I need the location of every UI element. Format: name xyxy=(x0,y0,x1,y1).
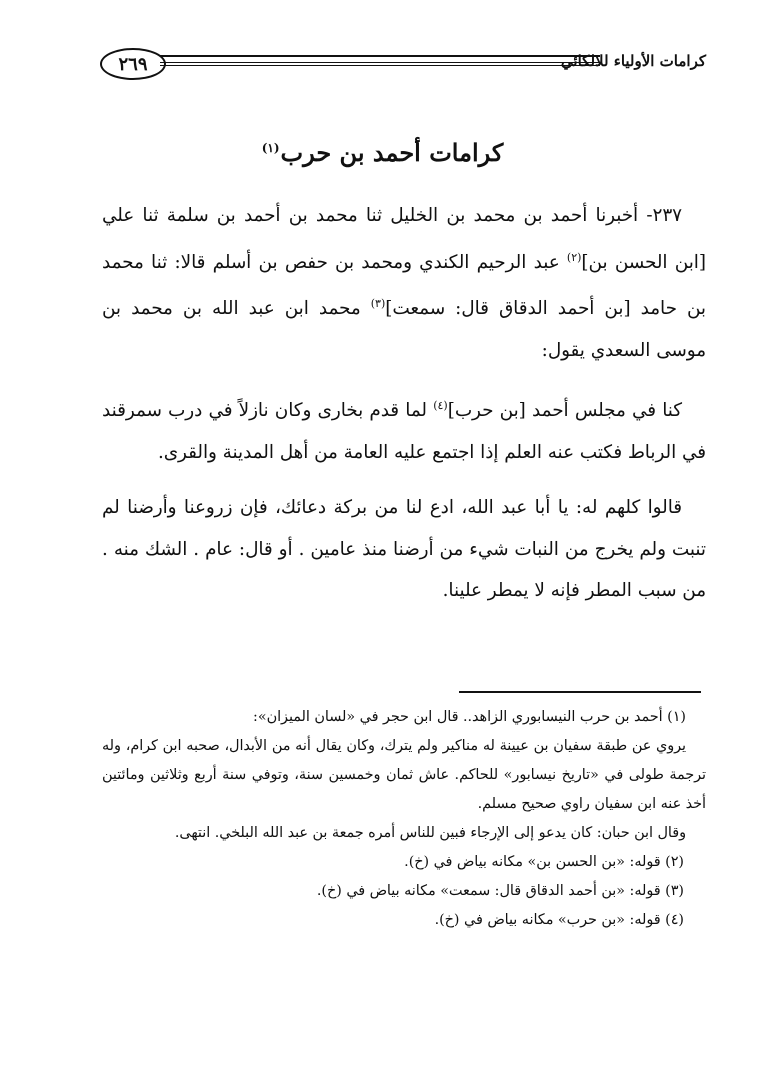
paragraph-request: قالوا كلهم له: يا أبا عبد الله، ادع لنا من بركة دعائك، فإن زروعنا وأرضنا لم تنبت ولم يخرج من النبات شيء من أرضنا منذ عامين . أو قال: عام . الشك منه . من سبب المطر فإنه لا يمطر علينا. xyxy=(102,497,706,602)
header-rule-thin xyxy=(160,65,600,66)
footnote-1-addendum: وقال ابن حبان: كان يدعو إلى الإرجاء فبين للناس أمره جمعة بن عبد الله البلخي. انتهى. xyxy=(174,825,686,841)
footnote-4: (٤) قوله: «بن حرب» مكانه بياض في (خ). xyxy=(434,912,684,928)
page-header xyxy=(100,44,706,84)
footnote-3: (٣) قوله: «بن أحمد الدقاق قال: سمعت» مكانه بياض في (خ). xyxy=(316,883,684,899)
chapter-title xyxy=(0,138,765,167)
footnote-2: (٢) قوله: «بن الحسن بن» مكانه بياض في (خ). xyxy=(404,854,684,870)
chapter-title-text: كرامات أحمد بن حرب xyxy=(280,138,504,167)
footnote-1-body: يروي عن طبقة سفيان بن عيينة له مناكير ولم يترك، وكان يقال أنه من الأبدال، صحبه ابن كرام، وله ترجمة طولى في «تاريخ نيسابور» للحاكم. عاش ثمان وخمسين سنة، وتوفي سنة أربع وثلاثين ومائتين أخذ عنه ابن سفيان راوي صحيح مسلم. xyxy=(102,738,706,812)
main-text xyxy=(102,195,706,626)
page-number: ٢٦٩ xyxy=(100,48,166,80)
header-rule xyxy=(160,55,600,63)
footnote-ref: (٢) xyxy=(566,250,582,264)
footnote-ref: (٣) xyxy=(370,297,386,311)
book-title: كرامات الأولياء للالكائي xyxy=(560,52,706,70)
footnote-separator xyxy=(459,691,701,693)
paragraph-narration-chain xyxy=(102,195,706,371)
footnote-1-heading: (١) أحمد بن حرب النيسابوري الزاهد.. قال ابن حجر في «لسان الميزان»: xyxy=(253,709,686,725)
paragraph-gathering xyxy=(102,385,706,473)
text-run: محمد ابن عبد الله بن محمد بن موسى السعدي يقول: xyxy=(102,298,706,361)
text-run: عبد الرحيم الكندي ومحمد بن حفص بن أسلم قالا: ثنا محمد بن حامد [بن أحمد الدقاق قال: سمعت] xyxy=(102,251,707,320)
footnote-ref: (٤) xyxy=(433,399,448,413)
footnotes xyxy=(102,703,706,935)
footnote-ref: (١) xyxy=(261,141,280,155)
text-run: كنا في مجلس أحمد [بن حرب] xyxy=(447,400,682,422)
text-run: لما قدم بخارى وكان نازلاً في درب سمرقند في الرباط فكتب عنه العلم إذا اجتمع عليه العامة من أهل المدينة والقرى. xyxy=(102,400,706,463)
text-run: ٢٣٧- أخبرنا أحمد بن محمد بن الخليل ثنا محمد بن أحمد بن سلمة ثنا علي [ابن الحسن بن] xyxy=(102,205,706,273)
